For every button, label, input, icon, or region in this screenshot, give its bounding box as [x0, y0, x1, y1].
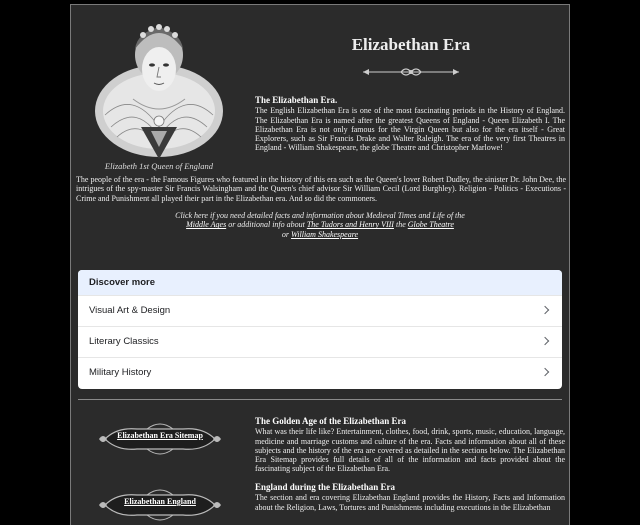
discover-more-heading: Discover more [78, 270, 562, 295]
discover-item-literary-classics[interactable] [78, 326, 562, 357]
people-paragraph: The people of the era - the Famous Figures who featured in the history of this era such as the Queen's lover Robert Dudley, the sinister Dr. John Dee, the intrigues of the spy-master Sir Francis Walsingham and the Queen's chief advisor Sir William Cecil (Lord Burghley). Religion - Politics - Executions - Crime and Punishment all played their part in the Elizabethan era. And so did the commoners. [76, 175, 566, 203]
discover-item-label: Visual Art & Design [89, 305, 171, 316]
intro-heading: The Elizabethan Era. [255, 95, 338, 105]
sitemap-badge-label: Elizabethan Era Sitemap [117, 431, 203, 440]
more-info-text-3: the [393, 220, 408, 230]
section-divider [78, 399, 562, 400]
discover-item-label: Literary Classics [89, 336, 159, 347]
intro-section [255, 96, 565, 153]
more-info-text-4: or [281, 229, 292, 239]
discover-more-card [78, 270, 562, 389]
link-william-shakespeare[interactable]: William Shakespeare [291, 229, 359, 239]
queen-elizabeth-portrait [93, 19, 225, 159]
discover-item-label: Military History [89, 367, 152, 378]
elizabethan-england-badge-button[interactable] [97, 485, 223, 525]
more-info-links [161, 211, 479, 239]
link-globe-theatre[interactable]: Globe Theatre [407, 220, 454, 230]
more-info-text-2: or additional info about [226, 220, 307, 230]
elizabethan-england-badge-label: Elizabethan England [124, 497, 196, 506]
discover-item-military-history[interactable] [78, 357, 562, 388]
chevron-right-icon [541, 337, 549, 345]
chevron-right-icon [541, 368, 549, 376]
england-text: The section and era covering Elizabethan England provides the History, Facts and Information about the Religion, Laws, Tortures and Punishments including executions in the Elizabethan [255, 493, 565, 512]
england-section [255, 483, 565, 512]
golden-age-section [255, 417, 565, 474]
portrait-caption: Elizabeth 1st Queen of England [104, 161, 214, 171]
golden-age-heading: The Golden Age of the Elizabethan Era [255, 416, 407, 426]
site-title: Elizabethan Era [351, 35, 471, 54]
link-tudors[interactable]: The Tudors and Henry VIII [306, 220, 394, 230]
more-info-text-1: Click here if you need detailed facts and information about Medieval Times and Life of the [175, 211, 465, 220]
sitemap-badge-button[interactable] [97, 419, 223, 459]
golden-age-text: What was their life like? Entertainment, clothes, food, drink, sports, music, education, language, medicine and marriage customs and culture of the era. Facts and information about all of these subjects and the history of the era are covered as detailed in the sections below. The Elizabethan Era Sitemap provides full details of all of the information and facts provided about the fascinating subject of the Elizabethan Era. [255, 427, 565, 474]
discover-item-visual-art[interactable] [78, 295, 562, 326]
link-middle-ages[interactable]: Middle Ages [186, 220, 227, 230]
england-heading: England during the Elizabethan Era [255, 482, 396, 492]
page-container [70, 4, 570, 525]
ornamental-divider [361, 64, 461, 80]
intro-text: The English Elizabethan Era is one of the most fascinating periods in the History of England. The Elizabethan Era is named after the greatest Queens of England - Queen Elizabeth I. The Elizabethan Era is not only famous for the Virgin Queen but also for the era itself - Great Explorers, such as Sir Francis Drake and Walter Raleigh. The era of the very first Theatres in England - William Shakespeare, the globe Theatre and Christopher Marlowe! [255, 106, 565, 153]
chevron-right-icon [541, 306, 549, 314]
